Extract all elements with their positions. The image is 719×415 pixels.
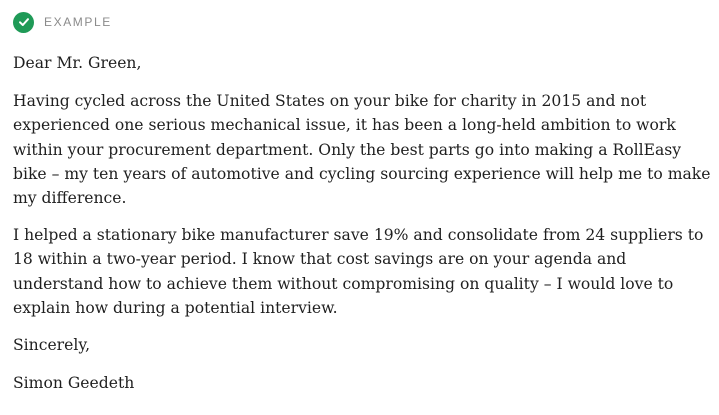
letter-greeting: Dear Mr. Green,	[13, 54, 142, 72]
cover-letter	[13, 51, 713, 395]
letter-paragraph: I helped a stationary bike manufacturer save 19% and consolidate from 24 suppliers to 18 within a two-year period. I know that cost savings are on your agenda and understand how to achieve them without compromising on quality – I would love to explain how during a potential interview.	[13, 226, 704, 317]
letter-paragraph: Having cycled across the United States on your bike for charity in 2015 and not experienced one serious mechanical issue, it has been a long-held ambition to work within your procurement department. Only the best parts go into making a RollEasy bike – my ten years of automotive and cycling sourcing experience will help me to make my difference.	[13, 92, 711, 208]
letter-closing: Sincerely,	[13, 336, 91, 355]
check-circle-icon	[13, 12, 34, 33]
example-header	[13, 9, 709, 35]
example-label: EXAMPLE	[44, 15, 112, 29]
letter-signature: Simon Geedeth	[13, 374, 135, 393]
